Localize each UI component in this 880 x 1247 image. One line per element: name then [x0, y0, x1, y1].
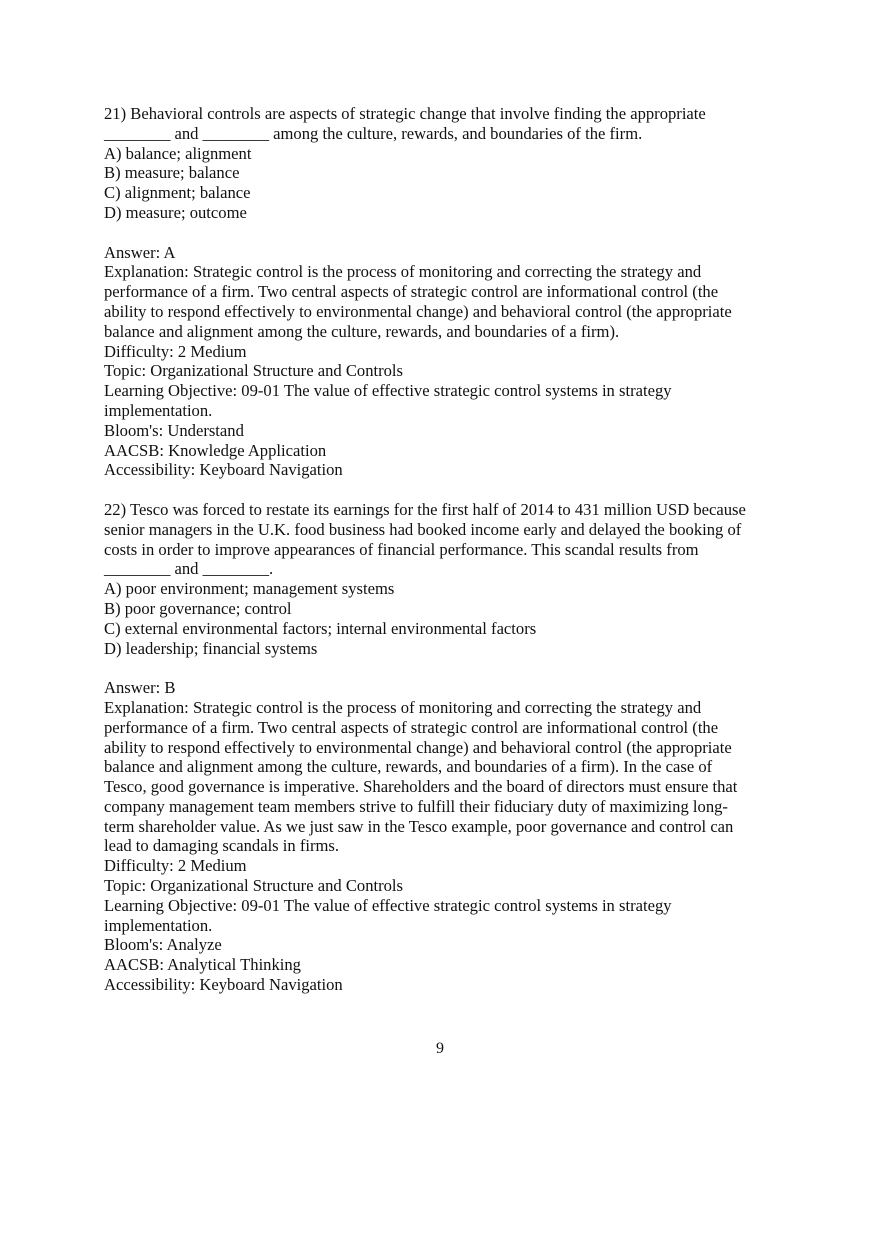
- option-c: C) external environmental factors; internal environmental factors: [104, 618, 537, 638]
- aacsb-tag: AACSB: Analytical Thinking: [104, 955, 301, 975]
- learning-objective-line: Learning Objective: 09-01 The value of effective strategic control systems in strategy: [104, 895, 672, 915]
- question-stem: [104, 104, 784, 144]
- explanation-line: term shareholder value. As we just saw in the Tesco example, poor governance and control can: [104, 816, 734, 836]
- spacer: [104, 480, 784, 500]
- difficulty: Difficulty: 2 Medium: [104, 341, 247, 361]
- explanation-line: performance of a firm. Two central aspects of strategic control are informational control (the: [104, 282, 719, 302]
- answer-key: Answer: A: [104, 242, 176, 262]
- learning-objective-line: implementation.: [104, 915, 213, 935]
- page-number: 9: [436, 1040, 444, 1057]
- blooms-level: Bloom's: Understand: [104, 420, 244, 440]
- question-stem-line: ________ and ________ among the culture, rewards, and boundaries of the firm.: [104, 123, 643, 143]
- explanation-line: Tesco, good governance is imperative. Shareholders and the board of directors must ensure that: [104, 777, 738, 797]
- question-stem: [104, 500, 784, 579]
- accessibility-tag: Accessibility: Keyboard Navigation: [104, 460, 343, 480]
- explanation-line: balance and alignment among the culture, rewards, and boundaries of a firm).: [104, 321, 620, 341]
- explanation-line: Explanation: Strategic control is the process of monitoring and correcting the strategy and: [104, 262, 702, 282]
- question-block-22: [104, 500, 784, 995]
- explanation-line: balance and alignment among the culture, rewards, and boundaries of a firm). In the case of: [104, 757, 713, 777]
- aacsb-tag: AACSB: Knowledge Application: [104, 440, 327, 460]
- question-stem-line: senior managers in the U.K. food business had booked income early and delayed the booking of: [104, 519, 742, 539]
- option-a: A) poor environment; management systems: [104, 579, 395, 599]
- answer-options: [104, 579, 784, 658]
- explanation: [104, 698, 784, 856]
- answer-key: Answer: B: [104, 678, 176, 698]
- question-stem-line: costs in order to improve appearances of financial performance. This scandal results from: [104, 539, 699, 559]
- explanation-line: Explanation: Strategic control is the process of monitoring and correcting the strategy and: [104, 697, 702, 717]
- accessibility-tag: Accessibility: Keyboard Navigation: [104, 975, 343, 995]
- answer-options: [104, 144, 784, 223]
- option-c: C) alignment; balance: [104, 183, 251, 203]
- explanation-line: ability to respond effectively to environmental change) and behavioral control (the appropriate: [104, 737, 732, 757]
- explanation-line: company management team members strive to fulfill their fiduciary duty of maximizing long-: [104, 796, 728, 816]
- explanation-line: lead to damaging scandals in firms.: [104, 836, 340, 856]
- blooms-level: Bloom's: Analyze: [104, 935, 222, 955]
- spacer: [104, 223, 784, 243]
- question-stem-line: 22) Tesco was forced to restate its earnings for the first half of 2014 to 431 million USD because: [104, 499, 746, 519]
- question-block-21: [104, 104, 784, 480]
- option-b: B) measure; balance: [104, 163, 240, 183]
- explanation-line: performance of a firm. Two central aspects of strategic control are informational control (the: [104, 717, 719, 737]
- learning-objective-line: implementation.: [104, 400, 213, 420]
- question-stem-line: 21) Behavioral controls are aspects of strategic change that involve finding the appropriate: [104, 104, 706, 123]
- learning-objective-line: Learning Objective: 09-01 The value of effective strategic control systems in strategy: [104, 381, 672, 401]
- topic: Topic: Organizational Structure and Controls: [104, 876, 403, 896]
- option-d: D) leadership; financial systems: [104, 638, 318, 658]
- explanation-line: ability to respond effectively to environmental change) and behavioral control (the appropriate: [104, 301, 732, 321]
- option-a: A) balance; alignment: [104, 143, 252, 163]
- difficulty: Difficulty: 2 Medium: [104, 856, 247, 876]
- question-stem-line: ________ and ________.: [104, 559, 274, 579]
- topic: Topic: Organizational Structure and Controls: [104, 361, 403, 381]
- explanation: [104, 262, 784, 341]
- option-b: B) poor governance; control: [104, 598, 292, 618]
- page-content: [104, 104, 784, 995]
- option-d: D) measure; outcome: [104, 202, 247, 222]
- spacer: [104, 658, 784, 678]
